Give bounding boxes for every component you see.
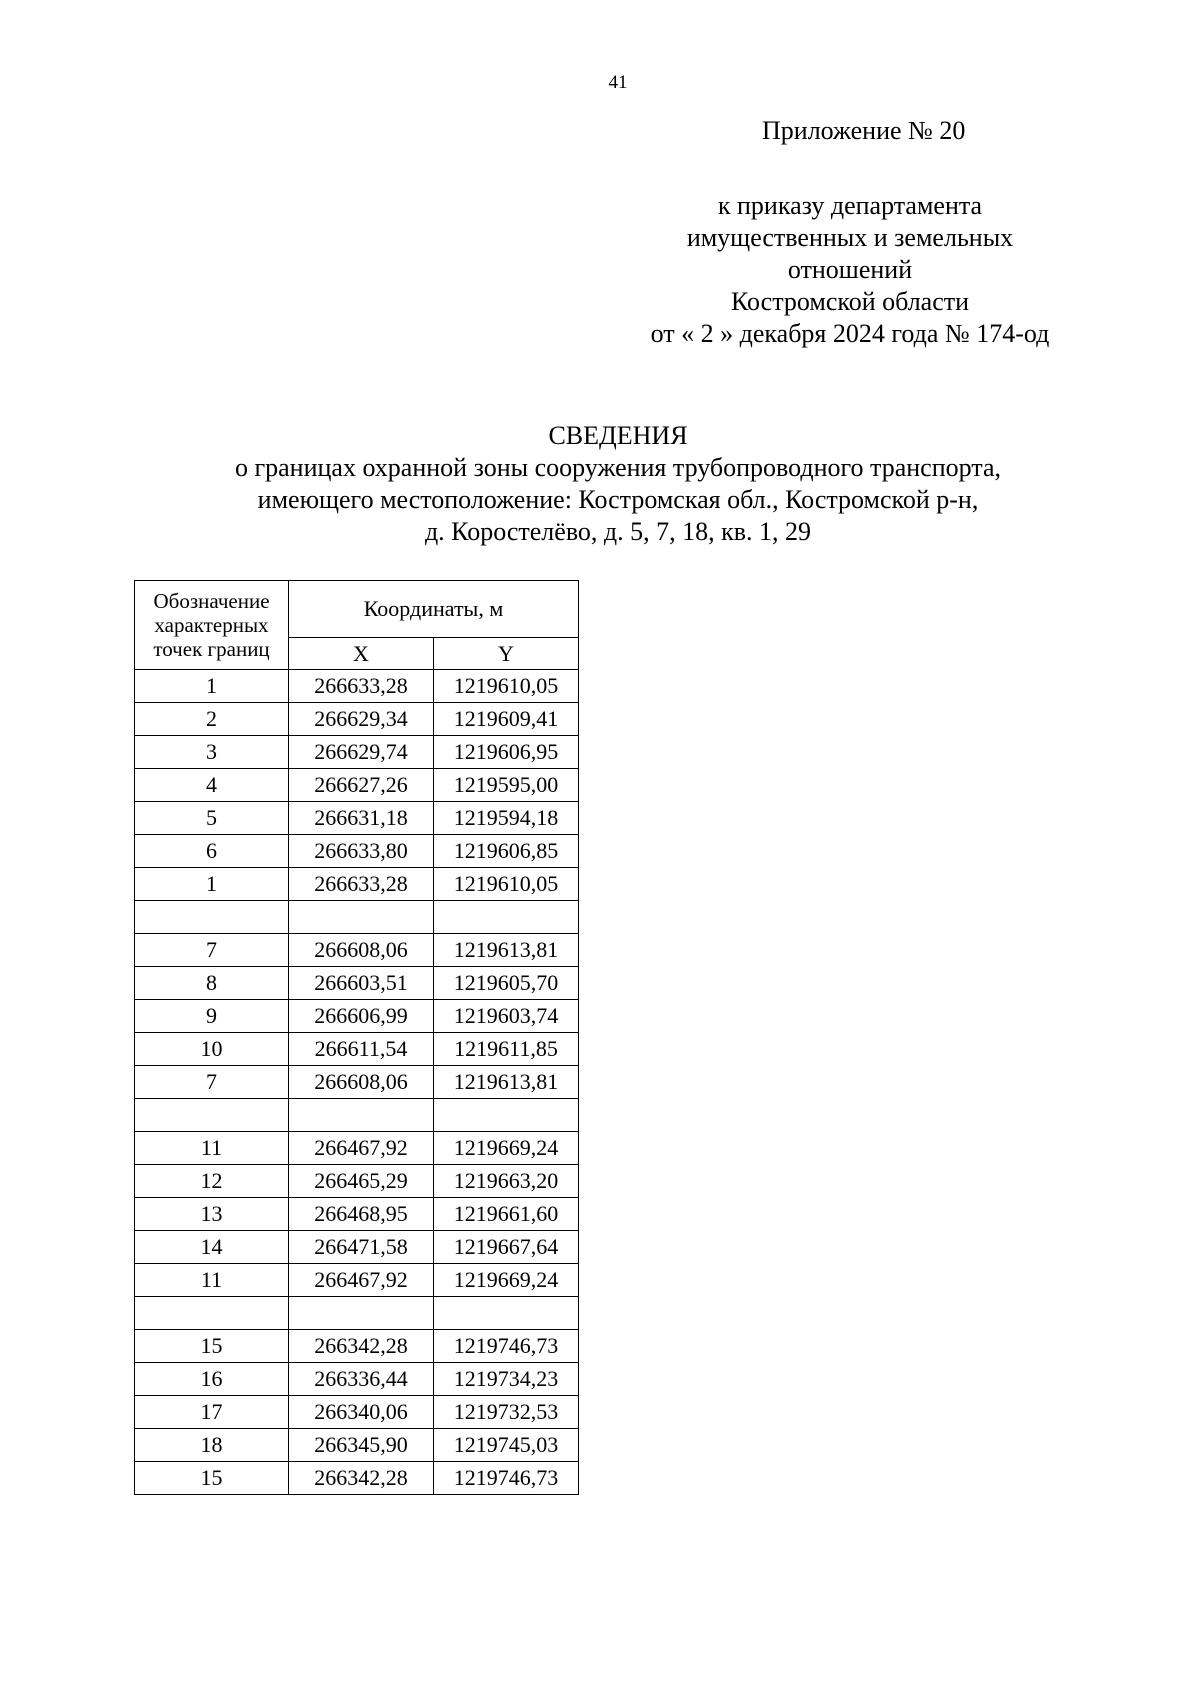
y-coordinate-cell: 1219605,70 [434, 967, 579, 1000]
appendix-subtitle [600, 190, 1100, 350]
column-header-y: Y [434, 638, 579, 670]
x-coordinate-cell: 266629,74 [289, 736, 434, 769]
column-header-designation: Обозначение характерных точек границ [135, 581, 289, 670]
appendix-subtitle-line: имущественных и земельных [686, 223, 1014, 252]
table-row [135, 967, 579, 1000]
point-number-cell: 15 [135, 1330, 289, 1363]
y-coordinate-cell: 1219610,05 [434, 670, 579, 703]
table-row [135, 1000, 579, 1033]
table-row [135, 769, 579, 802]
table-row [135, 1066, 579, 1099]
y-coordinate-cell: 1219609,41 [434, 703, 579, 736]
x-coordinate-cell: 266631,18 [289, 802, 434, 835]
y-coordinate-cell: 1219746,73 [434, 1330, 579, 1363]
table-row [135, 835, 579, 868]
y-coordinate-cell: 1219734,23 [434, 1363, 579, 1396]
table-row [135, 1330, 579, 1363]
column-header-coordinates: Координаты, м [289, 581, 579, 638]
appendix-subtitle-line: отношений [787, 255, 913, 284]
y-coordinate-cell: 1219610,05 [434, 868, 579, 901]
point-number-cell [135, 1099, 289, 1132]
y-coordinate-cell: 1219594,18 [434, 802, 579, 835]
column-header-x: X [289, 638, 434, 670]
x-coordinate-cell: 266468,95 [289, 1198, 434, 1231]
table-row [135, 1462, 579, 1495]
point-number-cell: 3 [135, 736, 289, 769]
x-coordinate-cell: 266336,44 [289, 1363, 434, 1396]
table-row [135, 736, 579, 769]
point-number-cell: 12 [135, 1165, 289, 1198]
y-coordinate-cell: 1219611,85 [434, 1033, 579, 1066]
table-row [135, 901, 579, 934]
heading-line: имеющего местоположение: Костромская обл., Костромской р-н, [257, 485, 979, 514]
x-coordinate-cell: 266465,29 [289, 1165, 434, 1198]
table-row [135, 1132, 579, 1165]
x-coordinate-cell: 266340,06 [289, 1396, 434, 1429]
x-coordinate-cell: 266608,06 [289, 1066, 434, 1099]
y-coordinate-cell [434, 1099, 579, 1132]
y-coordinate-cell: 1219661,60 [434, 1198, 579, 1231]
y-coordinate-cell: 1219669,24 [434, 1132, 579, 1165]
table-body [135, 670, 579, 1495]
table-row [135, 703, 579, 736]
point-number-cell: 9 [135, 1000, 289, 1033]
y-coordinate-cell: 1219663,20 [434, 1165, 579, 1198]
point-number-cell: 11 [135, 1132, 289, 1165]
point-number-cell: 7 [135, 1066, 289, 1099]
table-row [135, 1165, 579, 1198]
point-number-cell: 8 [135, 967, 289, 1000]
point-number-cell [135, 901, 289, 934]
point-number-cell: 15 [135, 1462, 289, 1495]
y-coordinate-cell: 1219732,53 [434, 1396, 579, 1429]
appendix-title: Приложение № 20 [762, 116, 966, 145]
appendix-subtitle-line: к приказу департамента [717, 191, 983, 220]
point-number-cell: 13 [135, 1198, 289, 1231]
point-number-cell: 16 [135, 1363, 289, 1396]
point-number-cell: 2 [135, 703, 289, 736]
coordinates-table [134, 580, 579, 1495]
x-coordinate-cell: 266633,28 [289, 868, 434, 901]
x-coordinate-cell: 266611,54 [289, 1033, 434, 1066]
table-row [135, 1264, 579, 1297]
table-row [135, 1198, 579, 1231]
point-number-cell [135, 1297, 289, 1330]
point-number-cell: 4 [135, 769, 289, 802]
y-coordinate-cell: 1219613,81 [434, 1066, 579, 1099]
x-coordinate-cell: 266467,92 [289, 1132, 434, 1165]
x-coordinate-cell: 266633,80 [289, 835, 434, 868]
heading-title: СВЕДЕНИЯ [548, 421, 688, 450]
x-coordinate-cell: 266606,99 [289, 1000, 434, 1033]
table-row [135, 1033, 579, 1066]
x-coordinate-cell: 266633,28 [289, 670, 434, 703]
x-coordinate-cell: 266345,90 [289, 1429, 434, 1462]
y-coordinate-cell: 1219603,74 [434, 1000, 579, 1033]
point-number-cell: 5 [135, 802, 289, 835]
y-coordinate-cell: 1219746,73 [434, 1462, 579, 1495]
appendix-subtitle-line: от « 2 » декабря 2024 года № 174-од [650, 319, 1050, 348]
table-row [135, 802, 579, 835]
point-number-cell: 6 [135, 835, 289, 868]
x-coordinate-cell: 266603,51 [289, 967, 434, 1000]
y-coordinate-cell: 1219745,03 [434, 1429, 579, 1462]
y-coordinate-cell: 1219667,64 [434, 1231, 579, 1264]
x-coordinate-cell [289, 901, 434, 934]
table-row [135, 1297, 579, 1330]
appendix-subtitle-line: Костромской области [730, 287, 970, 316]
table-row [135, 1396, 579, 1429]
y-coordinate-cell: 1219669,24 [434, 1264, 579, 1297]
point-number-cell: 10 [135, 1033, 289, 1066]
point-number-cell: 17 [135, 1396, 289, 1429]
table-row [135, 1231, 579, 1264]
y-coordinate-cell [434, 1297, 579, 1330]
heading-line: о границах охранной зоны сооружения трубопроводного транспорта, [234, 453, 1002, 482]
document-heading [0, 420, 1200, 548]
point-number-cell: 18 [135, 1429, 289, 1462]
point-number-cell: 11 [135, 1264, 289, 1297]
point-number-cell: 7 [135, 934, 289, 967]
x-coordinate-cell: 266471,58 [289, 1231, 434, 1264]
table-row [135, 1363, 579, 1396]
x-coordinate-cell: 266627,26 [289, 769, 434, 802]
table-row [135, 1429, 579, 1462]
x-coordinate-cell: 266342,28 [289, 1462, 434, 1495]
table-row [135, 670, 579, 703]
x-coordinate-cell: 266608,06 [289, 934, 434, 967]
table-row [135, 868, 579, 901]
table-row [135, 1099, 579, 1132]
y-coordinate-cell: 1219595,00 [434, 769, 579, 802]
x-coordinate-cell: 266467,92 [289, 1264, 434, 1297]
x-coordinate-cell: 266342,28 [289, 1330, 434, 1363]
point-number-cell: 1 [135, 670, 289, 703]
page-number: 41 [608, 72, 628, 93]
table-row [135, 934, 579, 967]
y-coordinate-cell [434, 901, 579, 934]
x-coordinate-cell [289, 1099, 434, 1132]
x-coordinate-cell [289, 1297, 434, 1330]
y-coordinate-cell: 1219606,85 [434, 835, 579, 868]
point-number-cell: 1 [135, 868, 289, 901]
y-coordinate-cell: 1219606,95 [434, 736, 579, 769]
heading-line: д. Коростелёво, д. 5, 7, 18, кв. 1, 29 [424, 517, 812, 546]
y-coordinate-cell: 1219613,81 [434, 934, 579, 967]
x-coordinate-cell: 266629,34 [289, 703, 434, 736]
point-number-cell: 14 [135, 1231, 289, 1264]
